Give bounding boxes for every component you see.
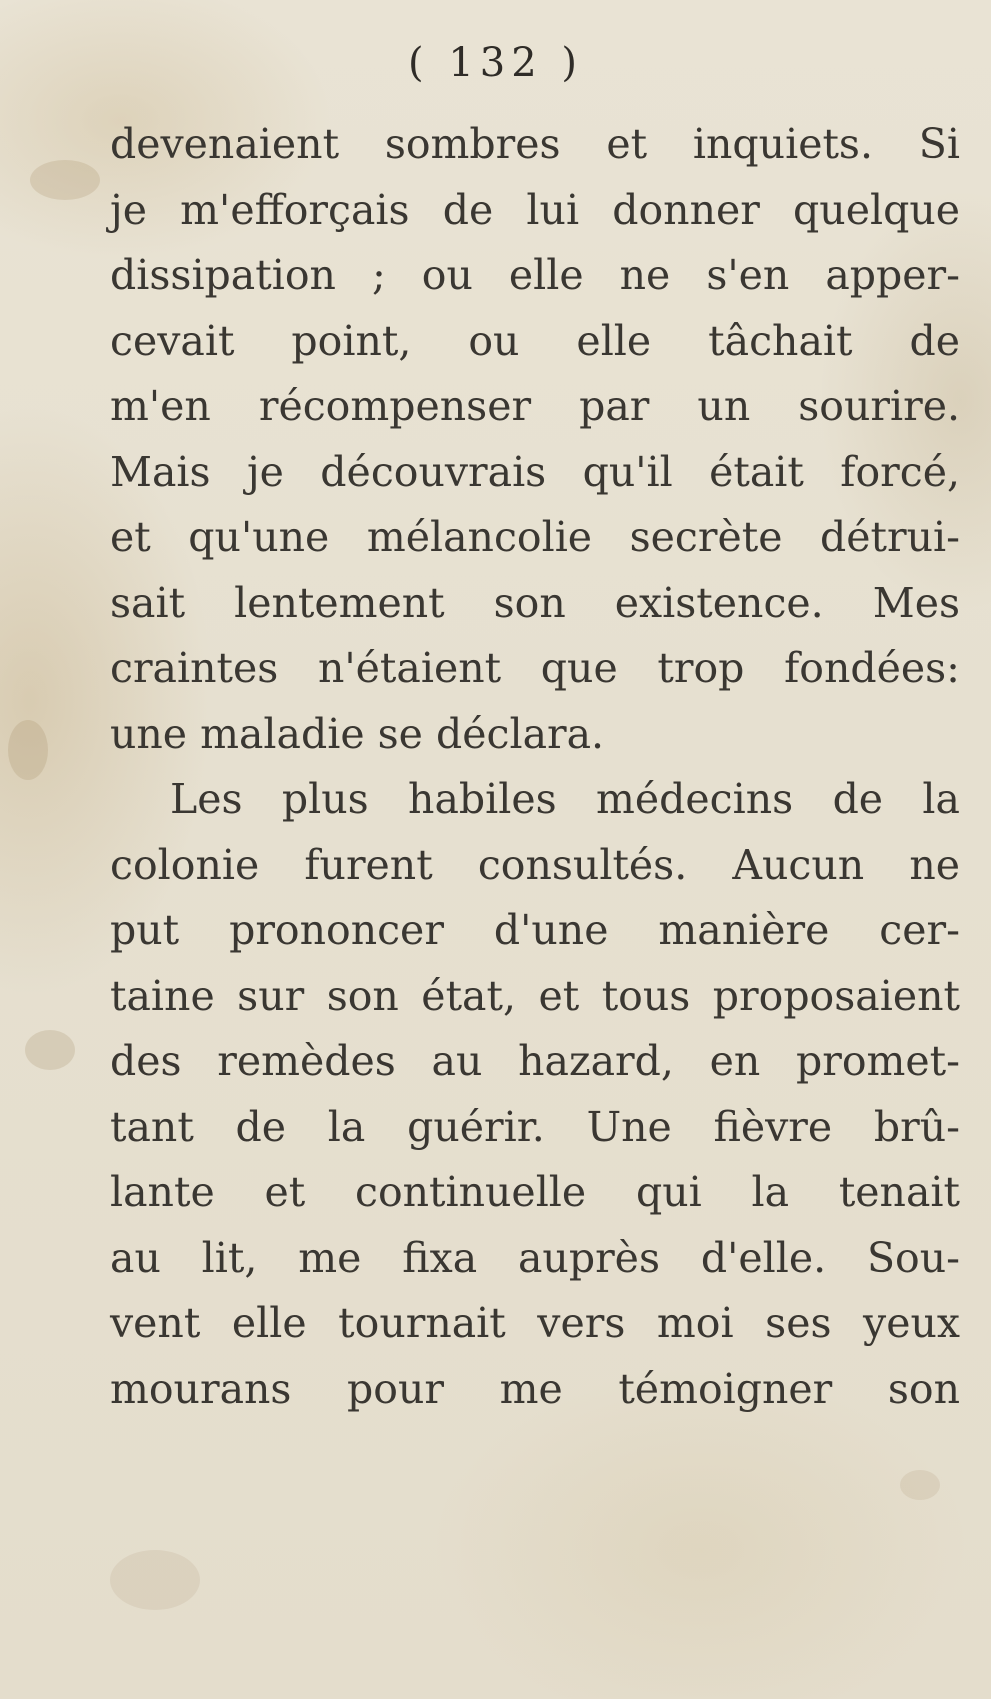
text-line: cevait point, ou elle tâchait de [110,316,960,365]
text-line: vent elle tournait vers moi ses yeux [110,1299,960,1347]
text-line: Mais je découvrais qu'il était forcé, [110,447,960,496]
foxing-stain [30,160,100,200]
foxing-stain [25,1030,75,1070]
text-line: taine sur son état, et tous proposaient [110,971,960,1020]
foxing-stain [110,1550,200,1610]
text-line: craintes n'étaient que trop fondées: [110,644,960,692]
text-line: une maladie se déclara. [110,709,605,758]
text-line: je m'efforçais de lui donner quelque [110,185,960,234]
body-text [110,112,960,1422]
text-line: mourans pour me témoigner son [110,1364,960,1413]
text-line: et qu'une mélancolie secrète détrui- [110,513,960,561]
text-line: des remèdes au hazard, en promet- [110,1037,960,1085]
text-line: sait lentement son existence. Mes [110,578,960,627]
text-line: devenaient sombres et inquiets. Si [110,120,960,168]
text-line: tant de la guérir. Une fièvre brû- [110,1102,960,1151]
text-line: dissipation ; ou elle ne s'en apper- [110,251,960,299]
text-line: colonie furent consultés. Aucun ne [110,840,960,889]
text-line: put prononcer d'une manière cer- [110,906,960,954]
page-number: ( 132 ) [408,40,583,86]
text-line: m'en récompenser par un sourire. [110,382,960,430]
foxing-stain [8,720,48,780]
text-line: Les plus habiles médecins de la [170,775,960,823]
text-line: au lit, me fixa auprès d'elle. Sou- [110,1233,960,1282]
foxing-stain [900,1470,940,1500]
text-line: lante et continuelle qui la tenait [110,1168,960,1216]
